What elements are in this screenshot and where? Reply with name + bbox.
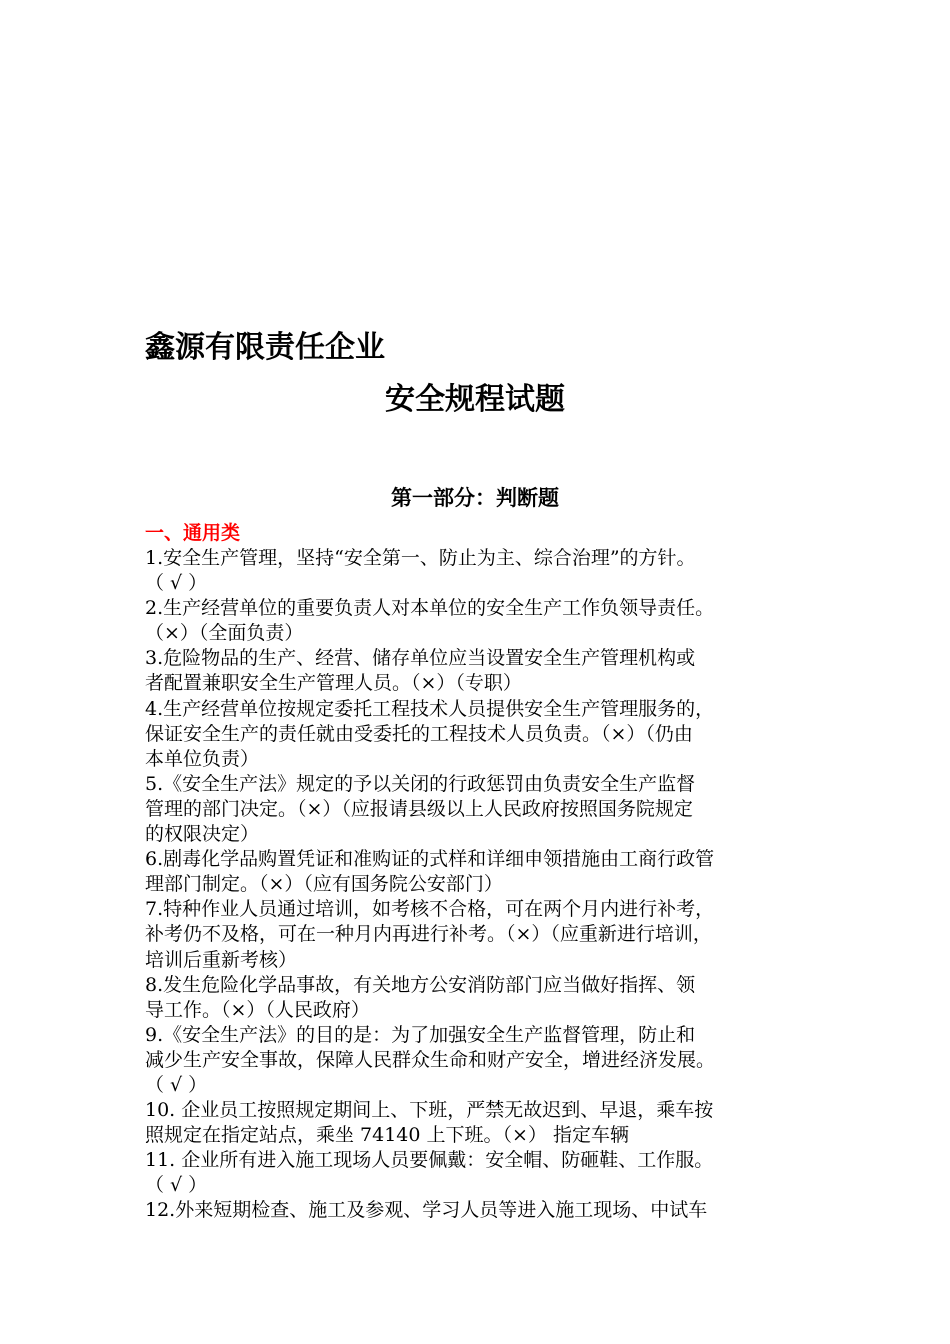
question-line: 2.生产经营单位的重要负责人对本单位的安全生产工作负领导责任。 <box>145 597 715 620</box>
question-line: 1.安全生产管理，坚持“安全第一、防止为主、综合治理”的方针。 <box>145 547 696 569</box>
question-line: 3.危险物品的生产、经营、储存单位应当设置安全生产管理机构或 <box>145 647 696 670</box>
question-line: （ √ ） <box>145 1174 208 1197</box>
question-line: 12.外来短期检查、施工及参观、学习人员等进入施工现场、中试车 <box>145 1199 708 1222</box>
question-item <box>145 772 817 847</box>
question-line: 理部门制定。（×）（应有国务院公安部门） <box>145 873 503 896</box>
company-name: 鑫源有限责任企业 <box>145 330 385 365</box>
question-line: 5.《安全生产法》规定的予以关闭的行政惩罚由负责安全生产监督 <box>145 772 696 795</box>
question-item <box>145 1148 817 1198</box>
question-line: 的权限决定） <box>145 823 260 846</box>
document-title: 安全规程试题 <box>385 382 565 417</box>
question-line: 6.剧毒化学品购置凭证和准购证的式样和详细申领措施由工商行政管 <box>145 848 715 871</box>
question-item <box>145 1023 817 1098</box>
question-line: 者配置兼职安全生产管理人员。（×）（专职） <box>145 672 522 695</box>
question-line: 导工作。（×）（人民政府） <box>145 998 370 1021</box>
question-item <box>145 1098 817 1148</box>
question-list <box>145 546 817 1224</box>
part-title: 第一部分：判断题 <box>391 486 559 510</box>
question-line: 管理的部门决定。（×）（应报请县级以上人民政府按照国务院规定 <box>145 797 693 820</box>
question-line: 10. 企业员工按照规定期间上、下班，严禁无故迟到、早退，乘车按 <box>145 1099 714 1122</box>
question-line: 培训后重新考核） <box>145 948 298 971</box>
question-line: 7.特种作业人员通过培训，如考核不合格，可在两个月内进行补考， <box>145 898 715 921</box>
question-item <box>145 973 817 1023</box>
question-line: 保证安全生产的责任就由受委托的工程技术人员负责。（×）（仍由 <box>145 722 693 745</box>
question-line: 4.生产经营单位按规定委托工程技术人员提供安全生产管理服务的， <box>145 697 715 720</box>
question-line: 11. 企业所有进入施工现场人员要佩戴：安全帽、防砸鞋、工作服。 <box>145 1149 714 1172</box>
question-item <box>145 697 817 772</box>
question-line: 减少生产安全事故，保障人民群众生命和财产安全，增进经济发展。 <box>145 1048 716 1071</box>
question-line: 9.《安全生产法》的目的是：为了加强安全生产监督管理，防止和 <box>145 1023 696 1046</box>
question-line: （×）（全面负责） <box>145 622 304 645</box>
question-item <box>145 847 817 897</box>
question-item <box>145 546 817 596</box>
question-item <box>145 897 817 972</box>
question-item <box>145 1198 817 1223</box>
section-title: 一、通用类 <box>145 522 241 544</box>
question-line: 照规定在指定站点，乘坐 74140 上下班。（×） 指定车辆 <box>145 1124 629 1147</box>
question-line: （ √ ） <box>145 1073 208 1096</box>
question-line: 本单位负责） <box>145 747 260 770</box>
question-line: （ √ ） <box>145 572 208 595</box>
question-item <box>145 596 817 646</box>
question-line: 补考仍不及格，可在一种月内再进行补考。（×）（应重新进行培训， <box>145 923 712 946</box>
question-item <box>145 646 817 696</box>
question-line: 8.发生危险化学品事故，有关地方公安消防部门应当做好指挥、领 <box>145 973 696 996</box>
